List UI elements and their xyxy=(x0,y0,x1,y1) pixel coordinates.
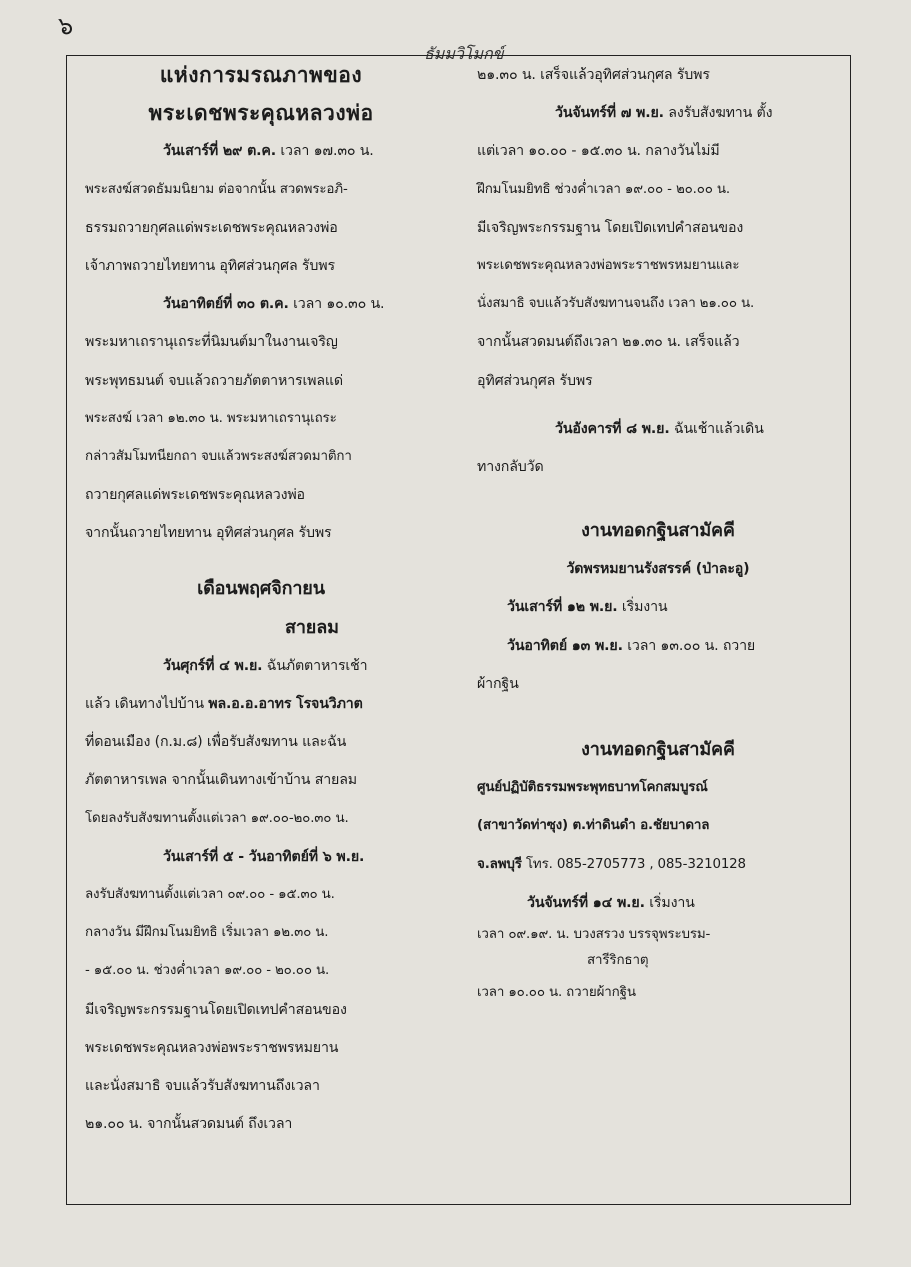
entry-date: วันอังคารที่ ๘ พ.ย. xyxy=(555,420,670,437)
entry-time: ลงรับสังฆทาน ตั้ง xyxy=(668,105,773,122)
contact-line xyxy=(477,846,839,884)
venue-line: ศูนย์ปฏิบัติธรรมพระพุทธบาทโคกสมบูรณ์ xyxy=(477,780,708,796)
province: จ.ลพบุรี xyxy=(477,856,522,872)
entry-line: ลงรับสังฆทานตั้งแต่เวลา ๐๙.๐๐ - ๑๕.๓๐ น. xyxy=(85,886,335,902)
entry-line: พระเดชพระคุณหลวงพ่อพระราชพรหมยานและ xyxy=(477,257,740,273)
phone-numbers: โทร. 085-2705773 , 085-3210128 xyxy=(525,856,746,872)
entry-line: ผ้ากฐิน xyxy=(477,675,519,692)
entry-line: ๒๑.๓๐ น. เสร็จแล้วอุทิศส่วนกุศล รับพร xyxy=(477,67,710,83)
venue-line: (สาขาวัดท่าซุง) ต.ท่าดินดำ อ.ชัยบาดาล xyxy=(477,818,710,834)
entry-line: กล่าวสัมโมทนียกถา จบแล้วพระสงฆ์สวดมาติกา xyxy=(85,448,352,464)
entry-line: มีเจริญพระกรรมฐาน โดยเปิดเทปคำสอนของ xyxy=(477,219,744,236)
entry-line: จากนั้นถวายไทยทาน อุทิศส่วนกุศล รับพร xyxy=(85,525,332,542)
entry-time: ฉันเช้าแล้วเดิน xyxy=(673,420,764,437)
entry-line: ที่ดอนเมือง (ก.ม.๘) เพื่อรับสังฆทาน และฉัน xyxy=(85,734,347,751)
entry-line: - ๑๕.๐๐ น. ช่วงค่ำเวลา ๑๙.๐๐ - ๒๐.๐๐ น. xyxy=(85,963,330,979)
page-frame xyxy=(66,55,851,1205)
running-header: ธัมมวิโมกข์ xyxy=(424,44,504,63)
entry-time: เวลา ๑๐.๓๐ น. xyxy=(293,296,385,313)
entry-line: กลางวัน มีฝึกมโนมยิทธิ เริ่มเวลา ๑๒.๓๐ น. xyxy=(85,925,329,941)
entry-line: เวลา ๐๙.๑๙. น. บวงสรวง บรรจุพระบรม- xyxy=(477,926,711,942)
entry-line: พระเดชพระคุณหลวงพ่อพระราชพรหมยาน xyxy=(85,1039,339,1056)
entry-line: โดยลงรับสังฆทานตั้งแต่เวลา ๑๙.๐๐-๒๐.๓๐ น. xyxy=(85,810,349,826)
temple-name: วัดพรหมยานรังสรรค์ (ป่าละอู) xyxy=(566,561,750,578)
entry-line: อุทิศส่วนกุศล รับพร xyxy=(477,372,593,389)
entry-line xyxy=(477,884,839,922)
entry-line: ภัตตาหารเพล จากนั้นเดินทางเข้าบ้าน สายลม xyxy=(85,772,357,789)
entry-time: ฉันภัตตาหารเช้า xyxy=(266,657,368,674)
entry-line: แต่เวลา ๑๐.๐๐ - ๑๕.๓๐ น. กลางวันไม่มี xyxy=(477,143,720,160)
entry-line: สารีริกธาตุ xyxy=(587,952,649,968)
entry-date: วันอาทิตย์ที่ ๓๐ ต.ค. xyxy=(163,296,289,313)
section-title-line2: พระเดชพระคุณหลวงพ่อ xyxy=(148,100,374,126)
entry-date: วันจันทร์ที่ ๑๔ พ.ย. xyxy=(527,894,645,911)
entry-date: วันอาทิตย์ ๑๓ พ.ย. xyxy=(507,637,623,654)
page-number: ๖ xyxy=(58,12,74,40)
entry-text: แล้ว เดินทางไปบ้าน xyxy=(85,696,204,712)
entry-time: เริ่มงาน xyxy=(649,894,695,911)
place-heading: สายลม xyxy=(285,616,339,638)
entry-date: วันเสาร์ที่ ๑๒ พ.ย. xyxy=(507,599,618,616)
right-column xyxy=(477,56,839,1012)
kathin-heading: งานทอดกฐินสามัคคี xyxy=(581,520,735,542)
left-column xyxy=(85,56,437,1143)
month-heading: เดือนพฤศจิกายน xyxy=(197,578,325,600)
entry-time: เวลา ๑๗.๓๐ น. xyxy=(280,143,374,160)
entry-line: เจ้าภาพถวายไทยทาน อุทิศส่วนกุศล รับพร xyxy=(85,257,335,274)
entry-date: วันเสาร์ที่ ๕ - วันอาทิตย์ที่ ๖ พ.ย. xyxy=(163,848,365,865)
entry-line: ธรรมถวายกุศลแด่พระเดชพระคุณหลวงพ่อ xyxy=(85,219,338,236)
section-title-line1: แห่งการมรณภาพของ xyxy=(159,62,363,87)
entry-line: นั่งสมาธิ จบแล้วรับสังฆทานจนถึง เวลา ๒๑.๐๐ น. xyxy=(477,296,755,312)
entry-time: เวลา ๑๓.๐๐ น. ถวาย xyxy=(627,637,756,654)
entry-line xyxy=(85,132,437,170)
entry-line: มีเจริญพระกรรมฐานโดยเปิดเทปคำสอนของ xyxy=(85,1001,347,1018)
entry-date: วันศุกร์ที่ ๔ พ.ย. xyxy=(163,657,263,674)
entry-time: เริ่มงาน xyxy=(621,599,668,616)
entry-line: พระพุทธมนต์ จบแล้วถวายภัตตาหารเพลแด่ xyxy=(85,372,343,389)
kathin-heading: งานทอดกฐินสามัคคี xyxy=(581,739,735,760)
entry-line xyxy=(85,685,437,723)
entry-date: วันเสาร์ที่ ๒๙ ต.ค. xyxy=(163,143,276,160)
entry-line xyxy=(477,410,839,448)
entry-line: พระมหาเถรานุเถระที่นิมนต์มาในงานเจริญ xyxy=(85,334,338,351)
entry-date: วันจันทร์ที่ ๗ พ.ย. xyxy=(555,105,664,122)
entry-line: ทางกลับวัด xyxy=(477,458,544,475)
entry-line xyxy=(477,627,839,665)
entry-line: ๒๑.๐๐ น. จากนั้นสวดมนต์ ถึงเวลา xyxy=(85,1116,293,1133)
entry-line xyxy=(85,647,437,685)
entry-line: เวลา ๑๐.๐๐ น. ถวายผ้ากฐิน xyxy=(477,984,636,1000)
entry-line: พระสงฆ์สวดธัมมนิยาม ต่อจากนั้น สวดพระอภิ- xyxy=(85,181,348,197)
person-name: พล.อ.อ.อาทร โรจนวิภาต xyxy=(208,696,363,712)
entry-line xyxy=(477,94,839,132)
entry-line: และนั่งสมาธิ จบแล้วรับสังฆทานถึงเวลา xyxy=(85,1077,320,1094)
entry-line: จากนั้นสวดมนต์ถึงเวลา ๒๑.๓๐ น. เสร็จแล้ว xyxy=(477,334,740,351)
entry-line xyxy=(85,285,437,323)
entry-line: ฝึกมโนมยิทธิ ช่วงค่ำเวลา ๑๙.๐๐ - ๒๐.๐๐ น. xyxy=(477,181,731,197)
entry-line: ถวายกุศลแด่พระเดชพระคุณหลวงพ่อ xyxy=(85,487,305,504)
entry-line xyxy=(85,838,437,876)
entry-line: พระสงฆ์ เวลา ๑๒.๓๐ น. พระมหาเถรานุเถระ xyxy=(85,410,337,426)
entry-line xyxy=(477,588,839,626)
